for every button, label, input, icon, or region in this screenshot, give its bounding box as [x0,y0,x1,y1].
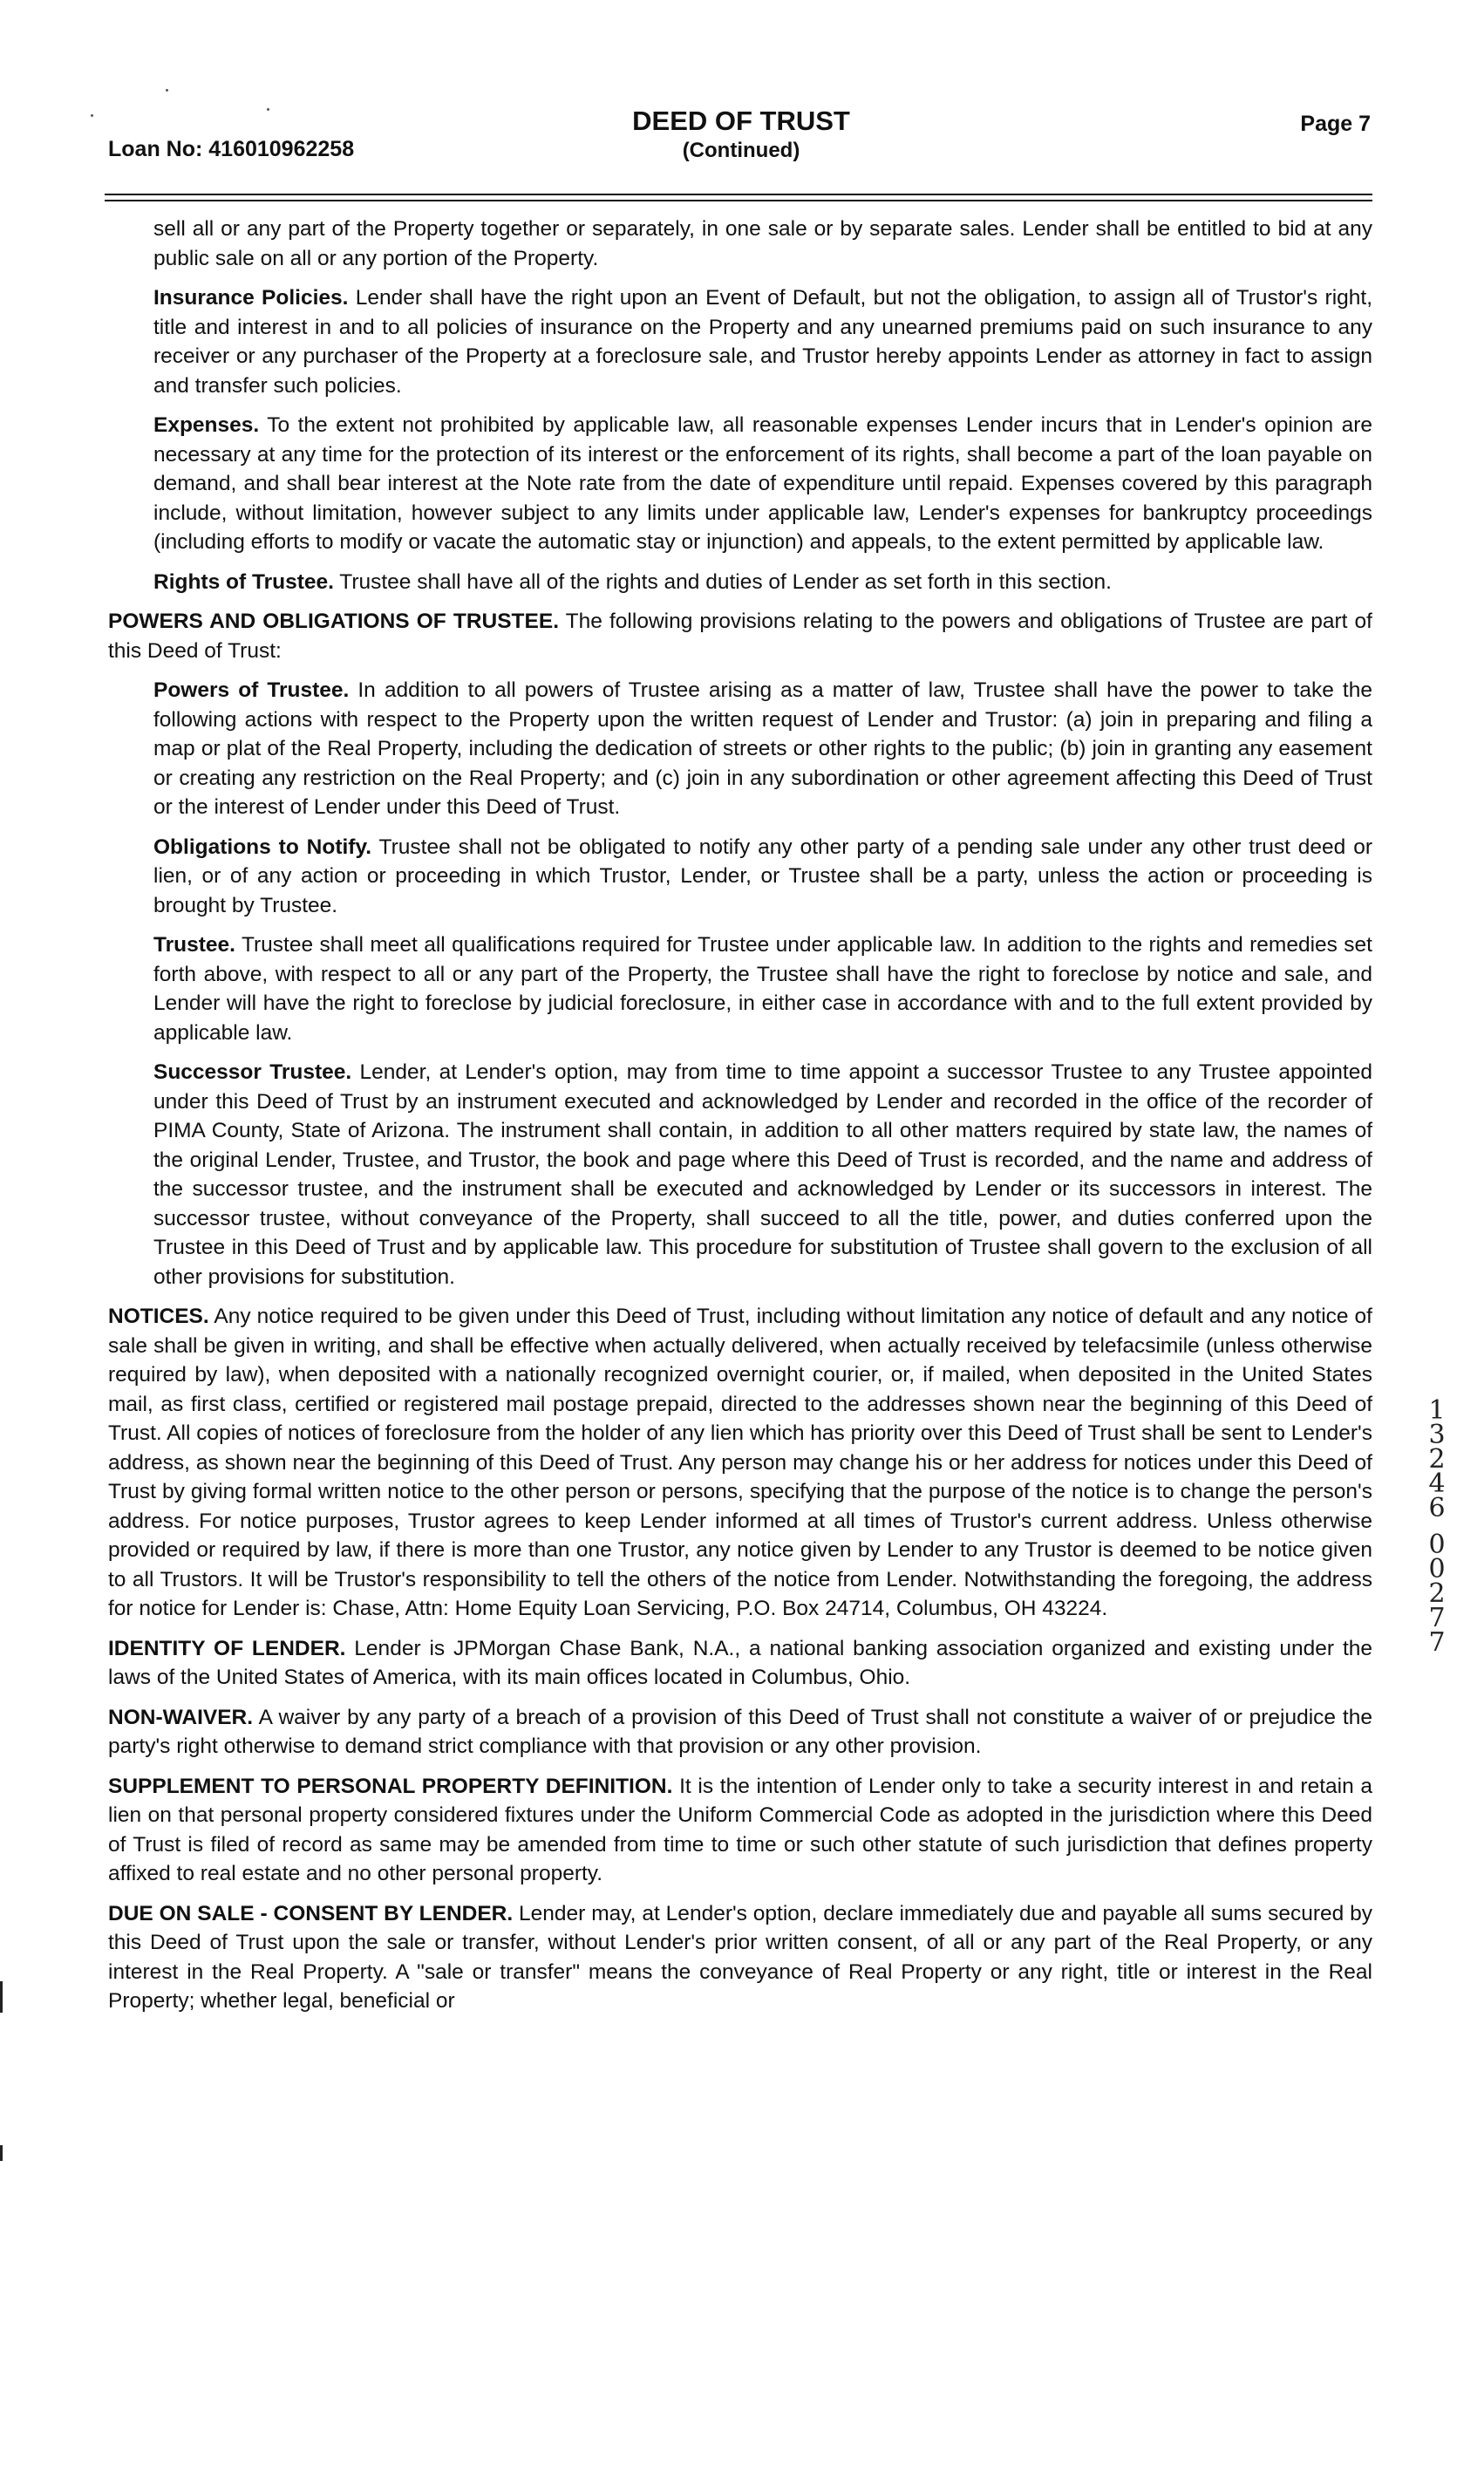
paragraph-heading: Insurance Policies. [153,286,349,310]
section [108,607,1372,665]
recording-digit: 2 [1428,1578,1446,1609]
paragraph-heading: Rights of Trustee. [153,569,334,594]
paragraph-text: Lender, at Lender's option, may from time to time appoint a successor Trustee to any Trustee appointed under this Deed of Trust by an instrument executed and acknowledged by Lender and recorded in the office of the recorder of PIMA County, State of Arizona. The instrument shall contain, in addition to all other matters required by state law, the names of the original Lender, Trustee, and Trustor, the book and page where this Deed of Trust is recorded, and the name and address of the successor trustee, and the instrument shall be executed and acknowledged by Lender or its successors in interest. The successor trustee, without conveyance of the Property, shall succeed to all the title, power, and duties conferred upon the Trustee in this Deed of Trust and by applicable law. This procedure for substitution of Trustee shall govern to the exclusion of all other provisions for substitution. [153,1060,1372,1289]
section-heading: NON-WAIVER. [108,1705,254,1729]
header-rule [105,194,1372,195]
paragraph [153,283,1372,400]
section-heading: NOTICES. [108,1305,209,1328]
section-text: Lender is JPMorgan Chase Bank, N.A., a national banking association organized and existing under the laws of the United States of America, with its main offices located in Columbus, Ohio. [108,1636,1372,1689]
paragraph-text: Trustee shall have all of the rights and duties of Lender as set forth in this section. [333,569,1112,594]
paragraph-text: In addition to all powers of Trustee arising as a matter of law, Trustee shall have the power to take the following actions with respect to the Property upon the written request of Lender and Trustor: (a) join in preparing and filing a map or plat of the Real Property, including the dedication of streets or other rights to the public; (b) join in granting any easement or creating any restriction on the Real Property; and (c) join in any subordination or other agreement affecting this Deed of Trust or the interest of Lender under this Deed of Trust. [153,678,1372,819]
section-heading: IDENTITY OF LENDER. [108,1636,346,1660]
paragraph-text: Trustee shall not be obligated to notify any other party of a pending sale under any other trust deed or lien, or of any action or proceeding in which Trustor, Lender, or Trustee shall be a party, unless the action or proceeding is brought by Trustee. [153,835,1373,917]
section [108,1302,1372,1624]
paragraph [153,676,1372,822]
section [108,1703,1372,1762]
document-subtitle: (Continued) [682,139,800,162]
paragraph [153,1058,1372,1291]
section-heading: DUE ON SALE - CONSENT BY LENDER. [108,1901,514,1925]
scan-speck [267,108,269,111]
section-text: Lender may, at Lender's option, declare immediately due and payable all sums secured by this Deed of Trust upon the sale or transfer, without Lender's prior written consent, of all or any part of the Real Property, or any interest in the Real Property. A "sale or transfer" means the conveyance of Real Property or any right, title or interest in the Real Property; whether legal, beneficial or [108,1901,1372,2013]
section [108,1634,1372,1693]
paragraph-heading: Powers of Trustee. [153,678,350,702]
paragraph-text: sell all or any part of the Property together or separately, in one sale or by separate sales. Lender shall be entitled to bid at any public sale on all or any portion of the Property. [153,217,1372,270]
paragraph-heading: Trustee. [153,933,235,957]
scan-edge-mark [0,2145,3,2161]
recording-digit: 1 [1428,1395,1446,1426]
paragraph-heading: Obligations to Notify. [153,835,372,859]
document-header [436,105,1046,164]
section-heading: POWERS AND OBLIGATIONS OF TRUSTEE. [108,610,559,633]
scan-speck [91,114,93,117]
paragraph [153,411,1372,557]
recording-digit: 2 [1428,1444,1446,1475]
paragraph [153,833,1372,921]
recording-digit: 7 [1428,1627,1446,1658]
recording-number [1419,1395,1454,1658]
scan-edge-mark [0,1981,3,2013]
header-rule [105,200,1372,201]
paragraph-heading: Successor Trustee. [153,1060,352,1084]
section [108,1899,1372,2016]
recording-digit: 3 [1428,1420,1446,1450]
paragraph-text: To the extent not prohibited by applicable law, all reasonable expenses Lender incurs that in Lender's opinion are necessary at any time for the protection of its interest or the enforcement of its rights, shall become a part of the loan payable on demand, and shall bear interest at the Note rate from the date of expenditure until repaid. Expenses covered by this paragraph include, without limitation, however subject to any limits under applicable law, Lender's expenses for bankruptcy proceedings (including efforts to modify or vacate the automatic stay or injunction) and appeals, to the extent permitted by applicable law. [153,413,1372,554]
recording-digit: 0 [1428,1530,1446,1560]
recording-digit: 6 [1428,1493,1446,1523]
recording-digit: 4 [1428,1469,1446,1499]
paragraph [153,568,1372,597]
paragraph [153,930,1372,1047]
page-number: Page 7 [1300,112,1371,136]
paragraph [153,215,1372,273]
section-text: Any notice required to be given under this Deed of Trust, including without limitation any notice of default and any notice of sale shall be given in writing, and shall be effective when actually delivered, when actually received by telefacsimile (unless otherwise required by law), when deposited with a nationally recognized overnight courier, or, if mailed, when deposited in the United States mail, as first class, certified or registered mail postage prepaid, directed to the addresses shown near the beginning of this Deed of Trust. All copies of notices of foreclosure from the holder of any lien which has priority over this Deed of Trust shall be sent to Lender's address, as shown near the beginning of this Deed of Trust. Any person may change his or her address for notices under this Deed of Trust by giving formal written notice to the other person or persons, specifying that the purpose of the notice is to change the person's address. For notice purposes, Trustor agrees to keep Lender informed at all times of Trustor's current address. Unless otherwise provided or required by law, if there is more than one Trustor, any notice given by Lender to any Trustor is deemed to be notice given to all Trustors. It will be Trustor's responsibility to tell the others of the notice from Lender. Notwithstanding the foregoing, the address for notice for Lender is: Chase, Attn: Home Equity Loan Servicing, P.O. Box 24714, Columbus, OH 43224. [108,1305,1372,1620]
loan-number: Loan No: 416010962258 [108,137,355,161]
recording-digit: 7 [1428,1603,1446,1633]
section-text: The following provisions relating to the powers and obligations of Trustee are part of this Deed of Trust: [108,610,1372,663]
section-text: A waiver by any party of a breach of a provision of this Deed of Trust shall not constitute a waiver of or prejudice the party's right otherwise to demand strict compliance with that provision or any other provision. [108,1705,1372,1758]
section-heading: SUPPLEMENT TO PERSONAL PROPERTY DEFINITION. [108,1774,673,1798]
paragraph-text: Lender shall have the right upon an Event of Default, but not the obligation, to assign all of Trustor's right, title and interest in and to all policies of insurance on the Property and any unearned premiums paid on such insurance to any receiver or any purchaser of the Property at a foreclosure sale, and Trustor hereby appoints Lender as attorney in fact to assign and transfer such policies. [153,286,1372,398]
section [108,1772,1372,1889]
document-title: DEED OF TRUST [632,106,850,136]
section-text: It is the intention of Lender only to take a security interest in and retain a lien on that personal property considered fixtures under the Uniform Commercial Code as adopted in the jurisdiction where this Deed of Trust is filed of record as same may be amended from time to time or such other statute of such jurisdiction that defines property affixed to real estate and no other personal property. [108,1774,1373,1885]
recording-digit: 0 [1428,1554,1446,1584]
document-body [108,215,1372,2027]
paragraph-text: Trustee shall meet all qualifications required for Trustee under applicable law. In addition to the rights and remedies set forth above, with respect to all or any part of the Property, the Trustee shall have the right to foreclose by notice and sale, and Lender will have the right to foreclose by judicial foreclosure, in either case in accordance with and to the full extent provided by applicable law. [153,933,1372,1045]
paragraph-heading: Expenses. [153,413,260,437]
scan-speck [166,89,168,92]
